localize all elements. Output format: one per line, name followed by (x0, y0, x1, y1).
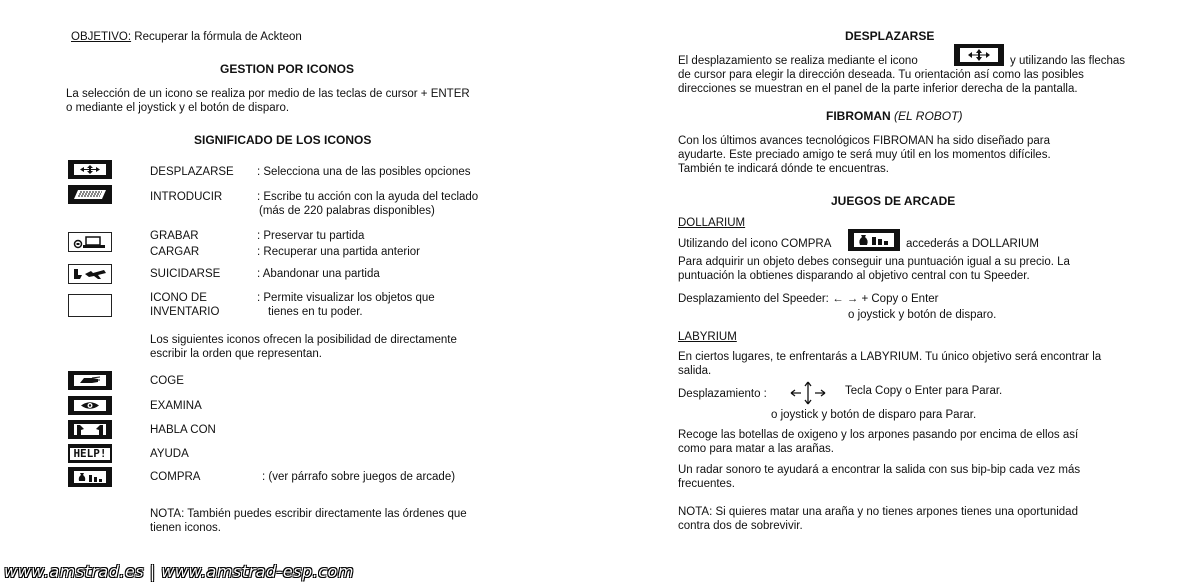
arcade-title: JUEGOS DE ARCADE (831, 194, 956, 208)
labyrium-title: LABYRIUM (678, 331, 737, 343)
compra-note: : (ver párrafo sobre juegos de arcade) (262, 471, 456, 483)
dollarium-line-1b: accederás a DOLLARIUM (906, 238, 1039, 250)
eye-icon (68, 396, 112, 415)
direct-icon-compra: COMPRA (150, 471, 201, 483)
objective-text: Recuperar la fórmula de Ackteon (131, 31, 302, 43)
direct-icon-examina: EXAMINA (150, 400, 202, 412)
dollarium-line-2: Para adquirir un objeto debes conseguir una puntuación igual a su precio. La (678, 256, 1070, 268)
icon-name-inventario-2: INVENTARIO (150, 306, 220, 318)
gestion-line-1: La selección de un icono se realiza por medio de las teclas de cursor + ENTER (66, 88, 470, 100)
icon-desc2-inventario: tienes en tu poder. (268, 306, 363, 318)
gestion-line-2: o mediante el joystick y el botón de disparo. (66, 102, 290, 114)
icon-desc-cargar: : Recuperar una partida anterior (257, 246, 421, 258)
icon-desc2-introducir: (más de 220 palabras disponibles) (259, 205, 435, 217)
recoge-line-1: Recoge las botellas de oxigeno y los arpones pasando por encima de ellos así (678, 429, 1079, 441)
dollarium-line-3: puntuación la obtienes disparando al objetivo central con tu Speeder. (678, 270, 1030, 282)
speeder-line-1: Desplazamiento del Speeder: ← → + Copy o Enter (678, 293, 939, 305)
fibroman-line-3: También te indicará dónde te encuentras. (678, 163, 889, 175)
fibroman-line-2: ayudarte. Este preciado amigo te será muy útil en los momentos difíciles. (678, 149, 1051, 161)
grab-hand-icon (68, 371, 112, 390)
money-bag-icon (68, 467, 112, 487)
lab-move-text: Tecla Copy o Enter para Parar. (845, 385, 1003, 397)
icon-desc-suicidarse: : Abandonar una partida (257, 268, 380, 280)
radar-line-2: frecuentes. (678, 478, 735, 490)
fibroman-title-main: FIBROMAN (826, 109, 891, 123)
icon-desc-grabar: : Preservar tu partida (257, 230, 365, 242)
move-arrows-inline-icon (954, 44, 1004, 66)
left-nota-line-1: NOTA: También puedes escribir directamente las órdenes que (150, 508, 467, 520)
direct-icon-coge: COGE (150, 375, 184, 387)
icon-name-suicidarse: SUICIDARSE (150, 268, 221, 280)
recoge-line-2: como para matar a las arañas. (678, 443, 834, 455)
money-bag-inline-icon (848, 229, 900, 251)
dollarium-line-1a: Utilizando del icono COMPRA (678, 238, 832, 250)
radar-line-1: Un radar sonoro te ayudará a encontrar la salida con sus bip-bip cada vez más (678, 464, 1081, 476)
icon-name-grabar: GRABAR (150, 230, 199, 242)
inventory-box-icon (68, 294, 112, 317)
desplazarse-line-2: de cursor para elegir la dirección deseada. Tu orientación así como las posibles (678, 69, 1084, 81)
icon-desc-desplazarse: : Selecciona una de las posibles opciones (257, 166, 471, 178)
help-icon-text: HELP! (70, 448, 109, 460)
significado-title: SIGNIFICADO DE LOS ICONOS (194, 133, 372, 147)
icon-desc-introducir: : Escribe tu acción con la ayuda del teclado (257, 191, 479, 203)
speeder-line-2: o joystick y botón de disparo. (848, 309, 997, 321)
direct-icon-ayuda: AYUDA (150, 448, 189, 460)
icon-name-inventario-1: ICONO DE (150, 292, 207, 304)
talk-figures-icon (68, 420, 112, 439)
help-icon (68, 444, 112, 463)
following-line-2: escribir la orden que representan. (150, 348, 322, 360)
objective-line (71, 31, 302, 44)
four-arrows-icon (789, 380, 829, 410)
fibroman-line-1: Con los últimos avances tecnológicos FIBROMAN ha sido diseñado para (678, 135, 1051, 147)
icon-desc-inventario: : Permite visualizar los objetos que (257, 292, 435, 304)
icon-name-desplazarse: DESPLAZARSE (150, 166, 234, 178)
icon-name-cargar: CARGAR (150, 246, 200, 258)
move-arrows-icon (68, 160, 112, 179)
lab-move-label: Desplazamiento : (678, 388, 767, 400)
dollarium-title: DOLLARIUM (678, 217, 746, 229)
objective-label: OBJETIVO: (71, 31, 132, 43)
gun-icon (68, 264, 112, 284)
desplazarse-line-1a: El desplazamiento se realiza mediante el icono (678, 55, 918, 67)
right-nota-line-2: contra dos de sobrevivir. (678, 520, 803, 532)
fibroman-title-sub: (EL ROBOT) (894, 109, 963, 123)
fibroman-title (826, 110, 962, 123)
icon-name-introducir: INTRODUCIR (150, 191, 223, 203)
following-line-1: Los siguientes iconos ofrecen la posibilidad de directamente (150, 334, 457, 346)
left-nota-line-2: tienen iconos. (150, 522, 221, 534)
watermark-footer: www.amstrad.es | www.amstrad-esp.com (4, 562, 354, 581)
labyrium-line-1: En ciertos lugares, te enfrentarás a LABYRIUM. Tu único objetivo será encontrar la (678, 351, 1102, 363)
desplazarse-title: DESPLAZARSE (845, 29, 935, 43)
lab-move-line-2: o joystick y botón de disparo para Parar. (771, 409, 977, 421)
labyrium-line-2: salida. (678, 365, 712, 377)
desplazarse-line-3: direcciones se muestran en el panel de la parte inferior derecha de la pantalla. (678, 83, 1078, 95)
disk-computer-icon (68, 232, 112, 252)
direct-icon-habla: HABLA CON (150, 424, 216, 436)
keyboard-icon (68, 185, 112, 204)
right-nota-line-1: NOTA: Si quieres matar una araña y no tienes arpones tienes una oportunidad (678, 506, 1078, 518)
desplazarse-line-1b: y utilizando las flechas (1010, 55, 1126, 67)
gestion-title: GESTION POR ICONOS (220, 62, 355, 76)
